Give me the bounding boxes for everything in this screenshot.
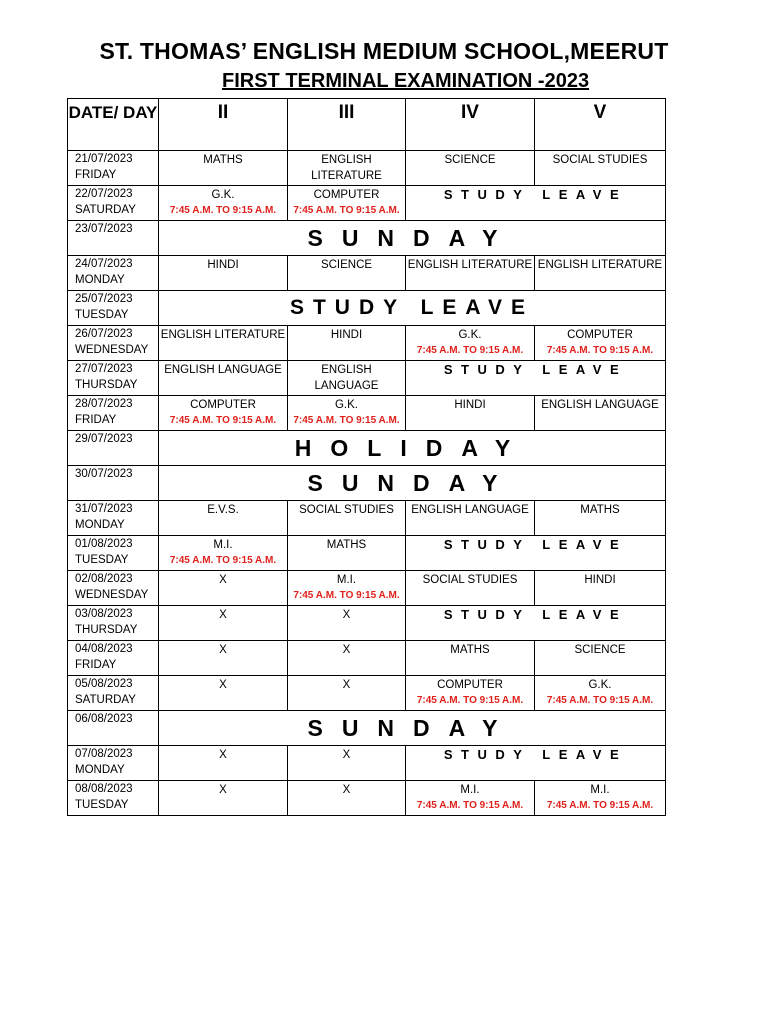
subject-cell (288, 256, 406, 291)
table-row (68, 186, 666, 221)
study-leave-label: STUDY LEAVE (443, 607, 628, 622)
subject-cell (535, 676, 666, 711)
exam-time: 7:45 A.M. TO 9:15 A.M. (546, 345, 654, 356)
date-cell (68, 256, 159, 291)
exam-day: TUESDAY (75, 554, 129, 566)
subject-cell (288, 361, 406, 396)
exam-date: 22/07/2023 (75, 188, 133, 200)
table-row (68, 431, 666, 466)
subject-cell (159, 746, 288, 781)
subject-cell (159, 676, 288, 711)
subject-name: SOCIAL STUDIES (422, 574, 518, 586)
exam-date: 23/07/2023 (75, 223, 133, 235)
subject-name: X (219, 609, 227, 621)
exam-day: SATURDAY (75, 694, 136, 706)
subject-name: HINDI (454, 399, 486, 411)
table-row (68, 746, 666, 781)
date-cell (68, 361, 159, 396)
subject-name: X (342, 679, 351, 691)
study-leave-label: STUDY LEAVE (443, 747, 628, 762)
exam-time: 7:45 A.M. TO 9:15 A.M. (416, 695, 524, 706)
subject-name: ENGLISH LANGUAGE (541, 399, 659, 411)
subject-name: ENGLISH LITERATURE (537, 259, 663, 271)
exam-day: MONDAY (75, 519, 125, 531)
subject-cell (288, 396, 406, 431)
table-row (68, 221, 666, 256)
exam-time: 7:45 A.M. TO 9:15 A.M. (546, 800, 654, 811)
date-cell (68, 221, 159, 256)
subject-name: G.K. (334, 399, 358, 411)
exam-time: 7:45 A.M. TO 9:15 A.M. (169, 205, 277, 216)
subject-name: G.K. (458, 329, 482, 341)
subject-cell (535, 256, 666, 291)
date-cell (68, 466, 159, 501)
subject-cell (406, 676, 535, 711)
subject-cell (159, 781, 288, 816)
subject-name: MATHS (326, 539, 367, 551)
subject-cell (159, 326, 288, 361)
exam-title: FIRST TERMINAL EXAMINATION -2023 (222, 70, 590, 92)
exam-day: THURSDAY (75, 624, 138, 636)
subject-name: COMPUTER (567, 329, 633, 341)
subject-cell (535, 151, 666, 186)
exam-date: 02/08/2023 (75, 573, 133, 585)
table-row (68, 466, 666, 501)
subject-name: X (342, 644, 351, 656)
column-header-date: DATE/ DAY (68, 99, 159, 151)
subject-cell (535, 781, 666, 816)
subject-name: G.K. (211, 189, 235, 201)
table-row (68, 676, 666, 711)
full-day-banner: SUNDAY (159, 221, 666, 256)
full-day-banner: HOLIDAY (159, 431, 666, 466)
exam-date: 21/07/2023 (75, 153, 133, 165)
exam-date: 08/08/2023 (75, 783, 133, 795)
subject-cell (159, 256, 288, 291)
table-row (68, 151, 666, 186)
exam-date: 24/07/2023 (75, 258, 133, 270)
date-cell (68, 431, 159, 466)
subject-cell (406, 501, 535, 536)
subject-cell (535, 396, 666, 431)
full-day-banner: SUNDAY (159, 466, 666, 501)
date-cell (68, 501, 159, 536)
subject-name: M.I. (336, 574, 357, 586)
date-cell (68, 606, 159, 641)
table-row (68, 606, 666, 641)
exam-day: THURSDAY (75, 379, 138, 391)
date-cell (68, 746, 159, 781)
exam-date: 05/08/2023 (75, 678, 133, 690)
exam-date: 03/08/2023 (75, 608, 133, 620)
date-cell (68, 781, 159, 816)
exam-date: 28/07/2023 (75, 398, 133, 410)
subject-cell (535, 641, 666, 676)
exam-day: FRIDAY (75, 414, 117, 426)
study-leave-cell (406, 361, 666, 396)
subject-name: HINDI (584, 574, 616, 586)
subject-name: X (219, 644, 227, 656)
subject-cell (159, 571, 288, 606)
exam-date: 30/07/2023 (75, 468, 133, 480)
subject-cell (406, 781, 535, 816)
subject-cell (159, 501, 288, 536)
full-day-banner: SUNDAY (159, 711, 666, 746)
table-row (68, 361, 666, 396)
date-cell (68, 676, 159, 711)
school-name: ST. THOMAS’ ENGLISH MEDIUM SCHOOL,MEERUT (99, 38, 669, 64)
exam-date: 04/08/2023 (75, 643, 133, 655)
subject-cell (406, 151, 535, 186)
subject-name: COMPUTER (313, 189, 380, 201)
subject-name: SCIENCE (320, 259, 373, 271)
subject-cell (535, 571, 666, 606)
exam-day: WEDNESDAY (75, 589, 149, 601)
exam-day: TUESDAY (75, 799, 129, 811)
subject-name: X (342, 609, 351, 621)
subject-name: X (342, 749, 351, 761)
table-row (68, 291, 666, 326)
date-sheet-table (67, 98, 666, 816)
column-header-class-iii: III (288, 99, 406, 151)
subject-name: M.I. (460, 784, 480, 796)
exam-time: 7:45 A.M. TO 9:15 A.M. (293, 415, 400, 426)
table-row (68, 501, 666, 536)
exam-day: TUESDAY (75, 309, 129, 321)
study-leave-label: STUDY LEAVE (443, 362, 628, 377)
subject-cell (159, 186, 288, 221)
subject-name: HINDI (207, 259, 239, 271)
subject-cell (406, 571, 535, 606)
subject-cell (535, 501, 666, 536)
subject-cell (159, 361, 288, 396)
date-cell (68, 326, 159, 361)
subject-cell (288, 501, 406, 536)
subject-cell (288, 536, 406, 571)
subject-cell (406, 256, 535, 291)
exam-time: 7:45 A.M. TO 9:15 A.M. (169, 415, 277, 426)
study-leave-cell (406, 186, 666, 221)
subject-name: X (219, 574, 227, 586)
exam-day: FRIDAY (75, 169, 117, 181)
table-row (68, 781, 666, 816)
exam-date: 06/08/2023 (75, 713, 133, 725)
exam-date: 27/07/2023 (75, 363, 133, 375)
column-header-class-iv: IV (406, 99, 535, 151)
column-header-class-v: V (535, 99, 666, 151)
column-header-class-ii: II (159, 99, 288, 151)
exam-time: 7:45 A.M. TO 9:15 A.M. (169, 555, 277, 566)
exam-time: 7:45 A.M. TO 9:15 A.M. (416, 345, 524, 356)
study-leave-cell (406, 606, 666, 641)
subject-name: ENGLISH LANGUAGE (411, 504, 529, 516)
subject-name: ENGLISH LITERATURE (407, 259, 533, 271)
subject-cell (159, 641, 288, 676)
exam-date: 25/07/2023 (75, 293, 133, 305)
exam-time: 7:45 A.M. TO 9:15 A.M. (416, 800, 524, 811)
subject-cell (288, 746, 406, 781)
subject-cell (288, 676, 406, 711)
exam-date: 26/07/2023 (75, 328, 133, 340)
subject-name: X (219, 749, 227, 761)
table-row (68, 641, 666, 676)
exam-date: 31/07/2023 (75, 503, 133, 515)
study-leave-label: STUDY LEAVE (443, 187, 628, 202)
subject-cell (288, 151, 406, 186)
exam-date: 07/08/2023 (75, 748, 133, 760)
subject-cell (159, 396, 288, 431)
subject-name: E.V.S. (207, 504, 239, 516)
subject-name: MATHS (203, 154, 243, 166)
subject-cell (288, 606, 406, 641)
exam-day: MONDAY (75, 764, 125, 776)
subject-cell (406, 396, 535, 431)
exam-day: SATURDAY (75, 204, 136, 216)
subject-name: ENGLISH LANGUAGE (164, 364, 282, 376)
table-row (68, 571, 666, 606)
date-cell (68, 641, 159, 676)
exam-time: 7:45 A.M. TO 9:15 A.M. (293, 205, 400, 216)
subject-cell (288, 186, 406, 221)
subject-cell (288, 326, 406, 361)
subject-cell (159, 536, 288, 571)
table-row (68, 256, 666, 291)
table-row (68, 536, 666, 571)
subject-name: X (219, 784, 227, 796)
date-cell (68, 571, 159, 606)
date-cell (68, 151, 159, 186)
subject-name: SOCIAL STUDIES (552, 154, 648, 166)
subject-name: ENGLISH LANGUAGE (314, 364, 379, 392)
subject-name: MATHS (450, 644, 490, 656)
subject-name: MATHS (580, 504, 620, 516)
exam-day: WEDNESDAY (75, 344, 149, 356)
subject-name: G.K. (588, 679, 612, 691)
subject-name: ENGLISH LITERATURE (311, 154, 382, 182)
subject-name: COMPUTER (190, 399, 256, 411)
study-leave-label: STUDY LEAVE (443, 537, 628, 552)
subject-name: X (342, 784, 351, 796)
subject-name: COMPUTER (437, 679, 503, 691)
subject-cell (159, 606, 288, 641)
header-row (68, 99, 666, 151)
exam-day: MONDAY (75, 274, 125, 286)
date-cell (68, 711, 159, 746)
date-cell (68, 291, 159, 326)
subject-name: M.I. (590, 784, 610, 796)
table-row (68, 326, 666, 361)
subject-cell (535, 326, 666, 361)
date-cell (68, 186, 159, 221)
subject-name: SOCIAL STUDIES (299, 504, 394, 516)
subject-name: ENGLISH LITERATURE (160, 329, 286, 341)
exam-day: FRIDAY (75, 659, 117, 671)
exam-date: 01/08/2023 (75, 538, 133, 550)
subject-cell (288, 641, 406, 676)
table-row (68, 711, 666, 746)
subject-cell (288, 571, 406, 606)
subject-name: HINDI (330, 329, 363, 341)
exam-time: 7:45 A.M. TO 9:15 A.M. (546, 695, 654, 706)
date-cell (68, 536, 159, 571)
study-leave-cell (406, 536, 666, 571)
subject-cell (159, 151, 288, 186)
subject-name: SCIENCE (444, 154, 496, 166)
study-leave-cell (406, 746, 666, 781)
subject-cell (288, 781, 406, 816)
exam-date: 29/07/2023 (75, 433, 133, 445)
subject-cell (406, 326, 535, 361)
subject-cell (406, 641, 535, 676)
subject-name: SCIENCE (574, 644, 626, 656)
date-cell (68, 396, 159, 431)
exam-time: 7:45 A.M. TO 9:15 A.M. (293, 590, 400, 601)
table-row (68, 396, 666, 431)
subject-name: M.I. (213, 539, 233, 551)
full-day-banner: STUDY LEAVE (159, 291, 666, 326)
subject-name: X (219, 679, 227, 691)
